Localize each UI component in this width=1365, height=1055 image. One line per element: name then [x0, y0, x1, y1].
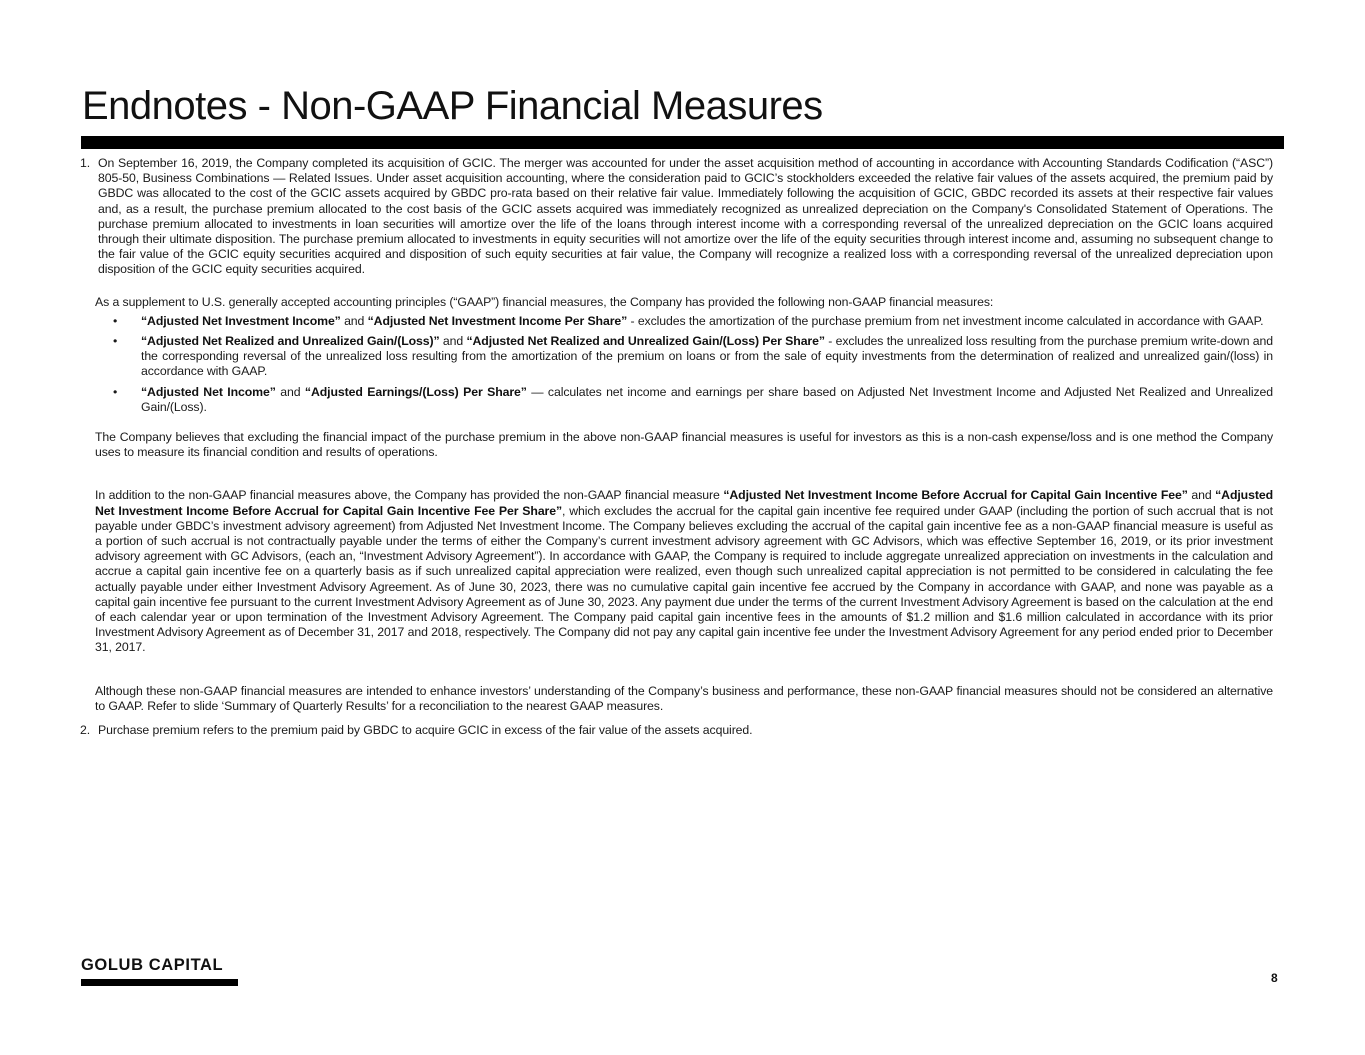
golub-capital-logo — [81, 956, 238, 986]
page-number: 8 — [1271, 971, 1278, 985]
list-item: • “Adjusted Net Investment Income” and “Adjusted Net Investment Income Per Share” - excludes the amortization of the purchase premium from net investment income calculated in accordance with GAAP. — [95, 314, 1273, 329]
list-item: • “Adjusted Net Income” and “Adjusted Earnings/(Loss) Per Share” — calculates net income and earnings per share based on Adjusted Net Investment Income and Adjusted Net Realized and Unrealized Gain/(Loss). — [95, 385, 1273, 415]
measure-name: “Adjusted Net Investment Income Per Share” — [367, 313, 628, 328]
endnote-2-number: 2. — [80, 723, 91, 738]
measure-name: “Adjusted Net Investment Income Before Accrual for Capital Gain Incentive Fee” — [723, 488, 1188, 503]
measure-description: — calculates net income and earnings per share based on Adjusted Net Investment Income and Adjusted Net Realized and Unrealized Gain/(Loss). — [141, 384, 1274, 414]
logo-wordmark: GOLUB CAPITAL — [81, 956, 224, 974]
endnote-2-text: Purchase premium refers to the premium paid by GBDC to acquire GCIC in excess of the fair value of the assets acquired. — [98, 723, 753, 738]
measure-name: “Adjusted Net Investment Income” — [141, 313, 341, 328]
measure-description: - excludes the unrealized loss resulting from the purchase premium write-down and the corresponding reversal of the unrealized loss resulting from the amortization of the premium on loans or from the sale of equity investments from the determination of realized and unrealized gain/(loss) in accordance with GAAP. — [141, 334, 1273, 379]
endnotes-body — [78, 156, 1273, 738]
page-title: Endnotes - Non-GAAP Financial Measures — [82, 84, 823, 128]
supplement-intro: As a supplement to U.S. generally accepted accounting principles (“GAAP”) financial measures, the Company has provided the following non-GAAP financial measures: — [95, 294, 994, 309]
endnote-1-text: On September 16, 2019, the Company completed its acquisition of GCIC. The merger was accounted for under the asset acquisition method of accounting in accordance with Accounting Standards Codification (“ASC”) 805-50, Business Combinations — Related Issues. Under asset acquisition accounting, where the consideration paid to GCIC’s stockholders exceeded the relative fair values of the assets acquired, the premium paid by GBDC was allocated to the cost of the GCIC assets acquired by GBDC pro-rata based on their relative fair value. Immediately following the acquisition of GCIC, GBDC recorded its assets at their respective fair values and, as a result, the purchase premium allocated to the cost basis of the GCIC assets acquired was immediately recognized as unrealized depreciation on the Company's Consolidated Statement of Operations. The purchase premium allocated to investments in loan securities will amortize over the life of the loans through interest income with a corresponding reversal of the unrealized depreciation on the GCIC loans acquired through their ultimate disposition. The purchase premium allocated to investments in equity securities will not amortize over the life of the equity securities through interest income and, assuming no subsequent change to the fair value of the GCIC equity securities acquired and disposition of such equity securities at fair value, the Company will recognize a realized loss with a corresponding reversal of the unrealized depreciation upon disposition of the GCIC equity securities acquired. — [98, 156, 1273, 277]
endnote-1 — [78, 156, 1273, 278]
title-underline — [81, 136, 1284, 149]
measure-name: “Adjusted Earnings/(Loss) Per Share” — [304, 384, 527, 399]
endnote-2 — [78, 723, 1273, 738]
list-item: • “Adjusted Net Realized and Unrealized Gain/(Loss)” and “Adjusted Net Realized and Unrealized Gain/(Loss) Per Share” - excludes the unrealized loss resulting from the purchase premium write-down and the corresponding reversal of the unrealized loss resulting from the amortization of the premium on loans or from the sale of equity investments from the determination of realized and unrealized gain/(loss) in accordance with GAAP. — [95, 334, 1273, 380]
non-gaap-measures-list — [95, 314, 1273, 415]
bullet-icon: • — [113, 313, 118, 328]
measure-name: “Adjusted Net Realized and Unrealized Gain/(Loss)” — [141, 334, 440, 349]
bullet-icon: • — [113, 334, 118, 349]
measure-name: “Adjusted Net Investment Income Before Accrual for Capital Gain Incentive Fee Per Share” — [95, 488, 1273, 518]
additional-measure-paragraph: In addition to the non-GAAP financial measures above, the Company has provided the non-GAAP financial measure “Adjusted Net Investment Income Before Accrual for Capital Gain Incentive Fee” and “Adjusted Net Investment Income Before Accrual for Capital Gain Incentive Fee Per Share”, which excludes the accrual for the capital gain incentive fee required under GAAP (including the portion of such accrual that is not payable under GBDC’s investment advisory agreement) from Adjusted Net Investment Income. The Company believes excluding the accrual of the capital gain incentive fee as a non-GAAP financial measure is useful as a portion of such accrual is not contractually payable under the terms of either the Company’s current investment advisory agreement with GC Advisors, which was effective September 16, 2019, or its prior investment advisory agreement with GC Advisors, (each an, “Investment Advisory Agreement”). In accordance with GAAP, the Company is required to include aggregate unrealized appreciation on investments in the calculation and accrue a capital gain incentive fee on a quarterly basis as if such unrealized capital appreciation were realized, even though such unrealized capital appreciation is not permitted to be considered in calculating the fee actually payable under either Investment Advisory Agreement. As of June 30, 2023, there was no cumulative capital gain incentive fee accrued by the Company in accordance with GAAP, and none was payable as a capital gain incentive fee pursuant to the current Investment Advisory Agreement as of June 30, 2023. Any payment due under the terms of the current Investment Advisory Agreement is based on the calculation at the end of each calendar year or upon termination of the Investment Advisory Agreement. The Company paid capital gain incentive fees in the amounts of $1.2 million and $1.6 million calculated in accordance with its prior Investment Advisory Agreement as of December 31, 2017 and 2018, respectively. The Company did not pay any capital gain incentive fee under the Investment Advisory Agreement for any period ended prior to December 31, 2017. — [95, 488, 1273, 655]
measure-name: “Adjusted Net Realized and Unrealized Gain/(Loss) Per Share” — [466, 334, 825, 349]
endnote-1-number: 1. — [80, 156, 91, 170]
measure-description: - excludes the amortization of the purchase premium from net investment income calculated in accordance with GAAP. — [627, 313, 1264, 328]
although-paragraph: Although these non-GAAP financial measures are intended to enhance investors’ understanding of the Company’s business and performance, these non-GAAP financial measures should not be considered an alternative to GAAP. Refer to slide ‘Summary of Quarterly Results’ for a reconciliation to the nearest GAAP measures. — [95, 683, 1273, 713]
logo-underline — [81, 979, 238, 986]
company-believes-paragraph: The Company believes that excluding the financial impact of the purchase premium in the above non-GAAP financial measures is useful for investors as this is a non-cash expense/loss and is one method the Company uses to measure its financial condition and results of operations. — [95, 430, 1273, 460]
bullet-icon: • — [113, 384, 118, 399]
measure-name: “Adjusted Net Income” — [141, 384, 276, 399]
